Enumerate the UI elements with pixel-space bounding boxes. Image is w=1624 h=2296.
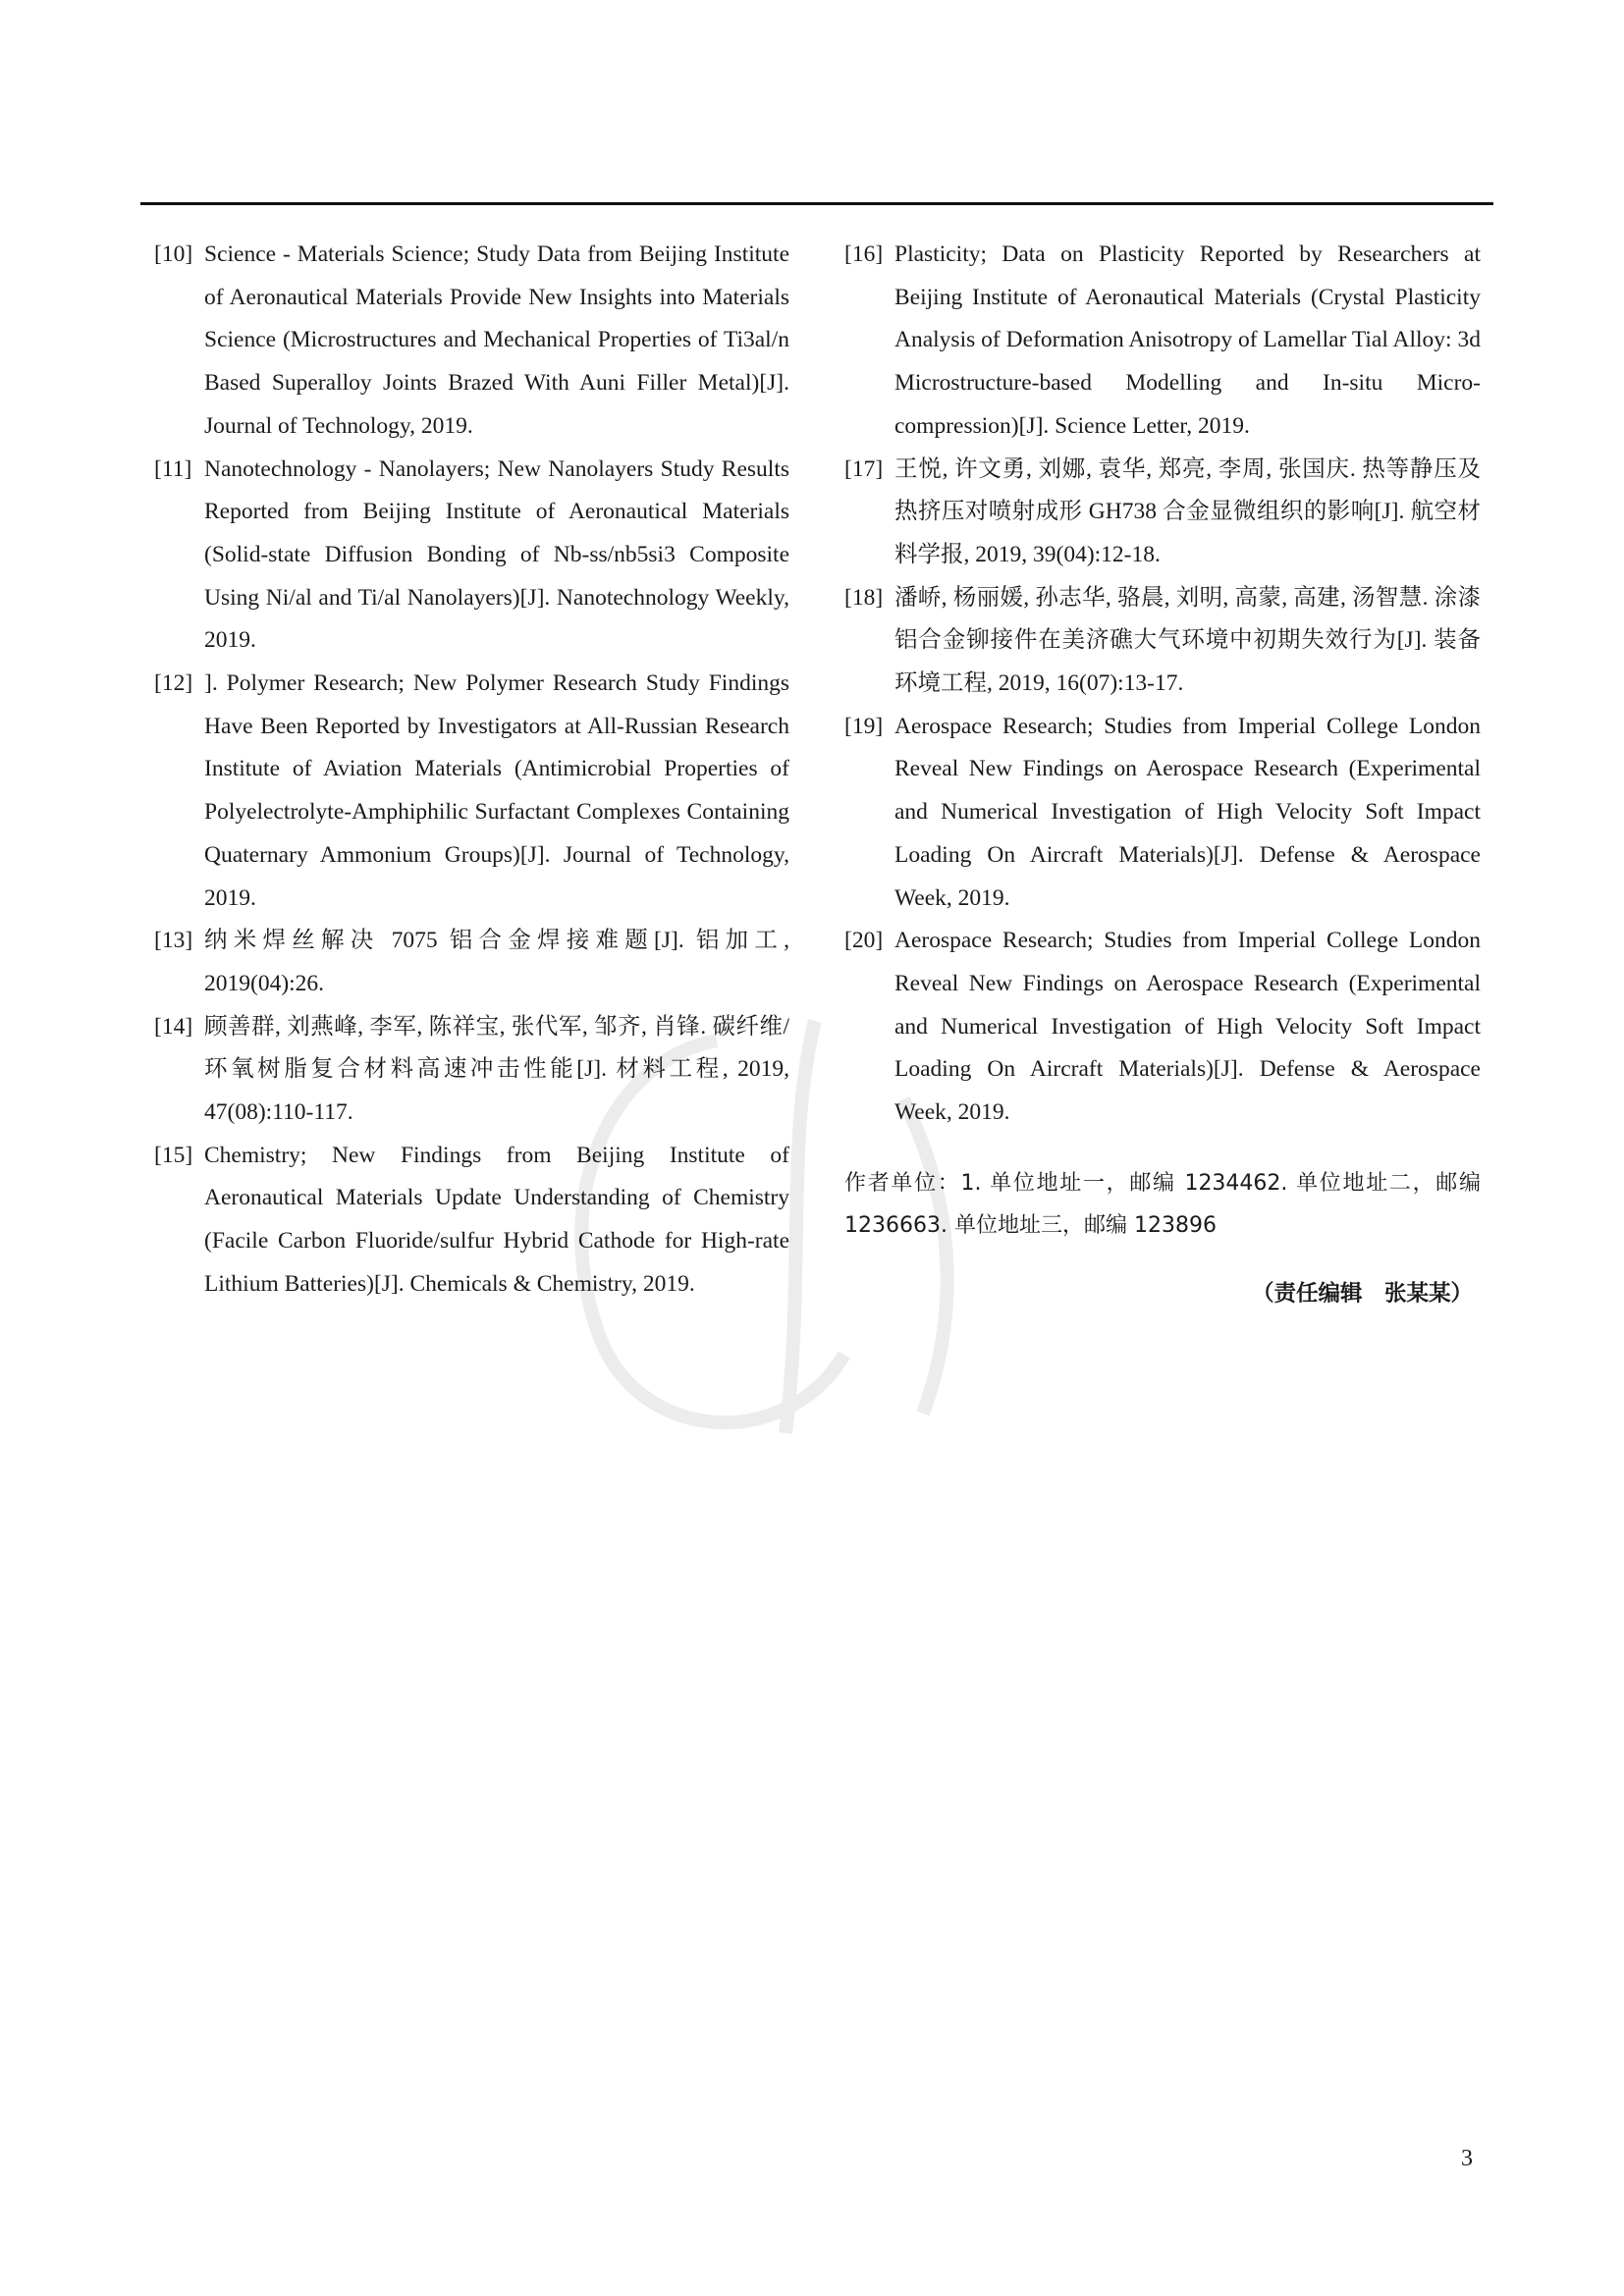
reference-number: [13] bbox=[154, 928, 193, 954]
reference-number: [14] bbox=[154, 1013, 193, 1040]
reference-item bbox=[844, 234, 1481, 449]
reference-item bbox=[154, 1006, 789, 1135]
reference-item bbox=[844, 706, 1481, 921]
author-affiliation: 作者单位：1. 单位地址一，邮编 1234462. 单位地址二，邮编 1236663. 单位地址三，邮编 123896 bbox=[844, 1170, 1481, 1239]
reference-item bbox=[154, 663, 789, 920]
reference-text: 王悦, 许文勇, 刘娜, 袁华, 郑亮, 李周, 张国庆. 热等静压及热挤压对喷射成形 GH738 合金显微组织的影响[J]. 航空材料学报, 2019, 39(04):12-18. bbox=[894, 455, 1481, 567]
reference-number: [10] bbox=[154, 241, 193, 267]
reference-text: 顾善群, 刘燕峰, 李军, 陈祥宝, 张代军, 邹齐, 肖锋. 碳纤维/环氧树脂复合材料高速冲击性能[J]. 材料工程, 2019, 47(08):110-117. bbox=[204, 1013, 789, 1126]
reference-item bbox=[154, 234, 789, 449]
reference-item bbox=[844, 449, 1481, 577]
reference-text: Aerospace Research; Studies from Imperial College London Reveal New Findings on Aerospace Research (Experimental and Numerical Investigation of High Velocity Soft Impact Loading On Aircraft Materials)[J]. Defense & Aerospace Week, 2019. bbox=[894, 713, 1481, 911]
header-rule bbox=[140, 202, 1493, 205]
reference-number: [19] bbox=[844, 713, 884, 739]
reference-number: [20] bbox=[844, 928, 884, 954]
reference-item bbox=[154, 920, 789, 1005]
reference-number: [16] bbox=[844, 241, 884, 267]
page-number: 3 bbox=[1461, 2146, 1473, 2171]
reference-text: Chemistry; New Findings from Beijing Institute of Aeronautical Materials Update Understanding of Chemistry (Facile Carbon Fluoride/sulfur Hybrid Cathode for High-rate Lithium Batteries)[J]. Chemicals & Chemistry, 2019. bbox=[204, 1142, 789, 1297]
reference-text: 纳米焊丝解决 7075 铝合金焊接难题[J]. 铝加工, 2019(04):26. bbox=[204, 928, 789, 996]
reference-number: [17] bbox=[844, 455, 884, 482]
reference-text: Nanotechnology - Nanolayers; New Nanolayers Study Results Reported from Beijing Institute of Aeronautical Materials (Solid-state Diffusion Bonding of Nb-ss/nb5si3 Composite Using Ni/al and Ti/al Nanolayers)[J]. Nanotechnology Weekly, 2019. bbox=[204, 455, 789, 654]
reference-text: Plasticity; Data on Plasticity Reported by Researchers at Beijing Institute of Aeronautical Materials (Crystal Plasticity Analysis of Deformation Anisotropy of Lamellar Tial Alloy: 3d Microstructure-based Modelling and In-situ Micro-compression)[J]. Science Letter, 2019. bbox=[894, 241, 1481, 439]
reference-item bbox=[844, 920, 1481, 1135]
reference-number: [15] bbox=[154, 1142, 193, 1168]
responsible-editor: （责任编辑 张某某） bbox=[1251, 1281, 1473, 1308]
references-column-right bbox=[844, 234, 1481, 1316]
reference-text: Science - Materials Science; Study Data from Beijing Institute of Aeronautical Materials Provide New Insights into Materials Science (Microstructures and Mechanical Properties of Ti3al/n Based Superalloy Joints Brazed With Auni Filler Metal)[J]. Journal of Technology, 2019. bbox=[204, 241, 789, 439]
reference-text: 潘峤, 杨丽媛, 孙志华, 骆晨, 刘明, 高蒙, 高建, 汤智慧. 涂漆铝合金铆接件在美济礁大气环境中初期失效行为[J]. 装备环境工程, 2019, 16(07):13-17. bbox=[894, 584, 1481, 697]
reference-number: [12] bbox=[154, 670, 193, 697]
reference-text: ]. Polymer Research; New Polymer Research Study Findings Have Been Reported by Investigators at All-Russian Research Institute of Aviation Materials (Antimicrobial Properties of Polyelectrolyte-Amphiphilic Surfactant Complexes Containing Quaternary Ammonium Groups)[J]. Journal of Technology, 2019. bbox=[204, 670, 789, 911]
references-column-left bbox=[154, 234, 789, 1307]
reference-text: Aerospace Research; Studies from Imperial College London Reveal New Findings on Aerospace Research (Experimental and Numerical Investigation of High Velocity Soft Impact Loading On Aircraft Materials)[J]. Defense & Aerospace Week, 2019. bbox=[894, 928, 1481, 1126]
reference-item bbox=[154, 1135, 789, 1307]
reference-number: [18] bbox=[844, 584, 884, 611]
reference-item bbox=[154, 449, 789, 664]
reference-item bbox=[844, 577, 1481, 706]
reference-number: [11] bbox=[154, 455, 192, 482]
